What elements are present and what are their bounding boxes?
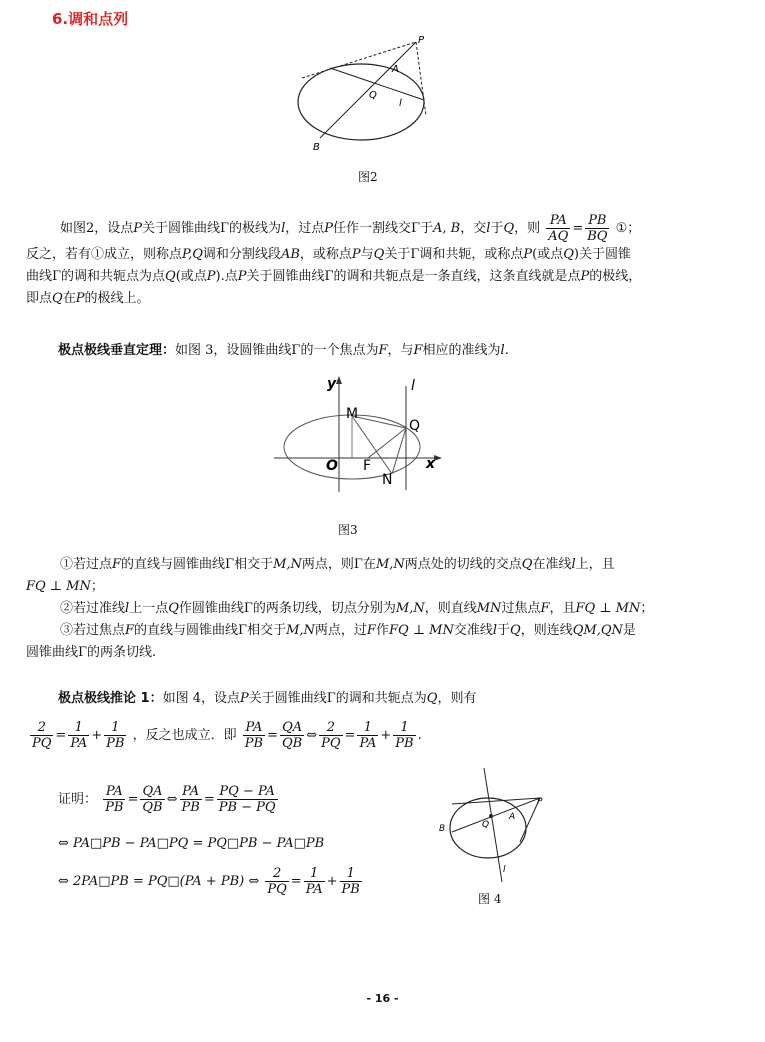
fig2-label-P: P <box>418 35 425 46</box>
page-number: - 16 - <box>366 992 399 1005</box>
fig3-label-y: y <box>327 376 337 392</box>
fig3-label-Q: Q <box>409 418 421 434</box>
fig2-tangent-1 <box>302 42 416 78</box>
fig3-line-FQ <box>368 428 406 458</box>
fig2-label-B: B <box>313 142 320 153</box>
item-1: ①若过点F的直线与圆锥曲线Γ相交于M,N两点，则Γ在M,N两点处的切线的交点Q在准线l上，且 <box>60 557 615 572</box>
fig2-label-l: l <box>399 98 402 109</box>
fig3-label-l: l <box>411 378 415 394</box>
fig4-label-l: l <box>503 865 506 875</box>
fig3-caption: 图3 <box>338 523 358 537</box>
fig4-label-A: A <box>509 812 516 822</box>
fig3-x-arrow <box>434 455 442 461</box>
proof-line-2: ⇔ PA□PB − PA□PQ = PQ□PB − PA□PB <box>58 836 325 851</box>
fig2-label-A: A <box>392 64 399 75</box>
fig2-caption: 图2 <box>358 170 378 184</box>
fig4-label-Q: Q <box>482 820 490 830</box>
fig3-label-N: N <box>382 472 393 488</box>
fig3-label-x: x <box>426 456 436 472</box>
fig4-label-B: B <box>439 824 446 834</box>
corollary-formula: $\frac{2}{PQ}$ = $\frac{1}{PA}$ + $\frac{1}{PB}$ ，反之也成立．即 $\frac{PA}{PB}$ = $\frac{QA}{QB}$ ⇔ $\frac{2}{PQ}$ = $\frac{1}{PA}$ + $\frac{1}{PB}$ . <box>32 720 422 751</box>
section-heading: 6.调和点列 <box>52 10 129 28</box>
fig3-label-M: M <box>346 406 359 422</box>
fig2-ellipse <box>298 64 424 140</box>
fig4-label-P: P <box>537 797 543 807</box>
fraction-PA-AQ: $\frac{PA}{AQ}$ <box>548 213 569 244</box>
fig2-secant <box>320 42 416 138</box>
figure-3 <box>270 372 445 494</box>
theorem-statement: 极点极线垂直定理：如图 3，设圆锥曲线Γ的一个焦点为F，与F相应的准线为l. <box>58 343 509 358</box>
proof-line-3: ⇔ 2PA□PB = PQ□(PA + PB) ⇔ $\frac{2}{PQ}$ = $\frac{1}{PA}$ + $\frac{1}{PB}$ <box>58 866 360 897</box>
fig4-point-Q <box>489 814 493 818</box>
fig3-tangent-QN <box>392 428 406 474</box>
fig2-label-Q: Q <box>369 90 377 101</box>
fig2-polar-line <box>330 68 424 100</box>
figure-4 <box>436 764 556 884</box>
fig3-y-arrow <box>336 376 342 384</box>
fig3-chord-MN <box>352 416 392 474</box>
fig3-label-O: O <box>326 458 338 474</box>
fig3-label-F: F <box>363 458 372 474</box>
paragraph-harmonic-definition: 如图2，设点P关于圆锥曲线Γ的极线为l，过点P任作一割线交Γ于A, B，交l于Q，则 $\frac{PA}{AQ}$ = $\frac{PB}{BQ}$ ①； 反之，若有①成立，则称点P,Q调和分割线段AB，或称点P与Q关于Γ调和共轭，或称点P(或点Q)关于圆锥 曲线Γ的调和共轭点为点Q(或点P).点P关于圆锥曲线Γ的调和共轭点是一条直线，这条直线就是点P的极线， 即点Q在P的极线上。 <box>26 213 642 306</box>
item-3: ③若过焦点F的直线与圆锥曲线Γ相交于M,N两点，过F作FQ ⊥ MN交准线l于Q，则连线QM,QN是 <box>60 623 636 638</box>
item-2: ②若过准线l上一点Q作圆锥曲线Γ的两条切线，切点分别为M,N，则直线MN过焦点F，且FQ ⊥ MN； <box>60 601 654 616</box>
fraction-PB-BQ: $\frac{PB}{BQ}$ <box>587 213 608 244</box>
theorem-items: ①若过点F的直线与圆锥曲线Γ相交于M,N两点，则Γ在M,N两点处的切线的交点Q在准线l上，且 FQ ⊥ MN； ②若过准线l上一点Q作圆锥曲线Γ的两条切线，切点分别为M,N，则直线MN过焦点F，且FQ ⊥ MN； ③若过焦点F的直线与圆锥曲线Γ相交于M,N两点，过F作FQ ⊥ MN交准线l于Q，则连线QM,QN是 圆锥曲线Γ的两条切线. <box>26 554 742 664</box>
proof-line-1: 证明： $\frac{PA}{PB}$ = $\frac{QA}{QB}$ ⇔ $\frac{PA}{PB}$ = $\frac{PQ - PA}{PB - PQ}$ <box>58 784 276 815</box>
fig4-caption: 图 4 <box>478 892 502 906</box>
corollary-statement: 极点极线推论 1：如图 4，设点P关于圆锥曲线Γ的调和共轭点为Q，则有 <box>58 691 477 706</box>
figure-2 <box>290 30 450 160</box>
fig2-tangent-2 <box>416 42 426 116</box>
